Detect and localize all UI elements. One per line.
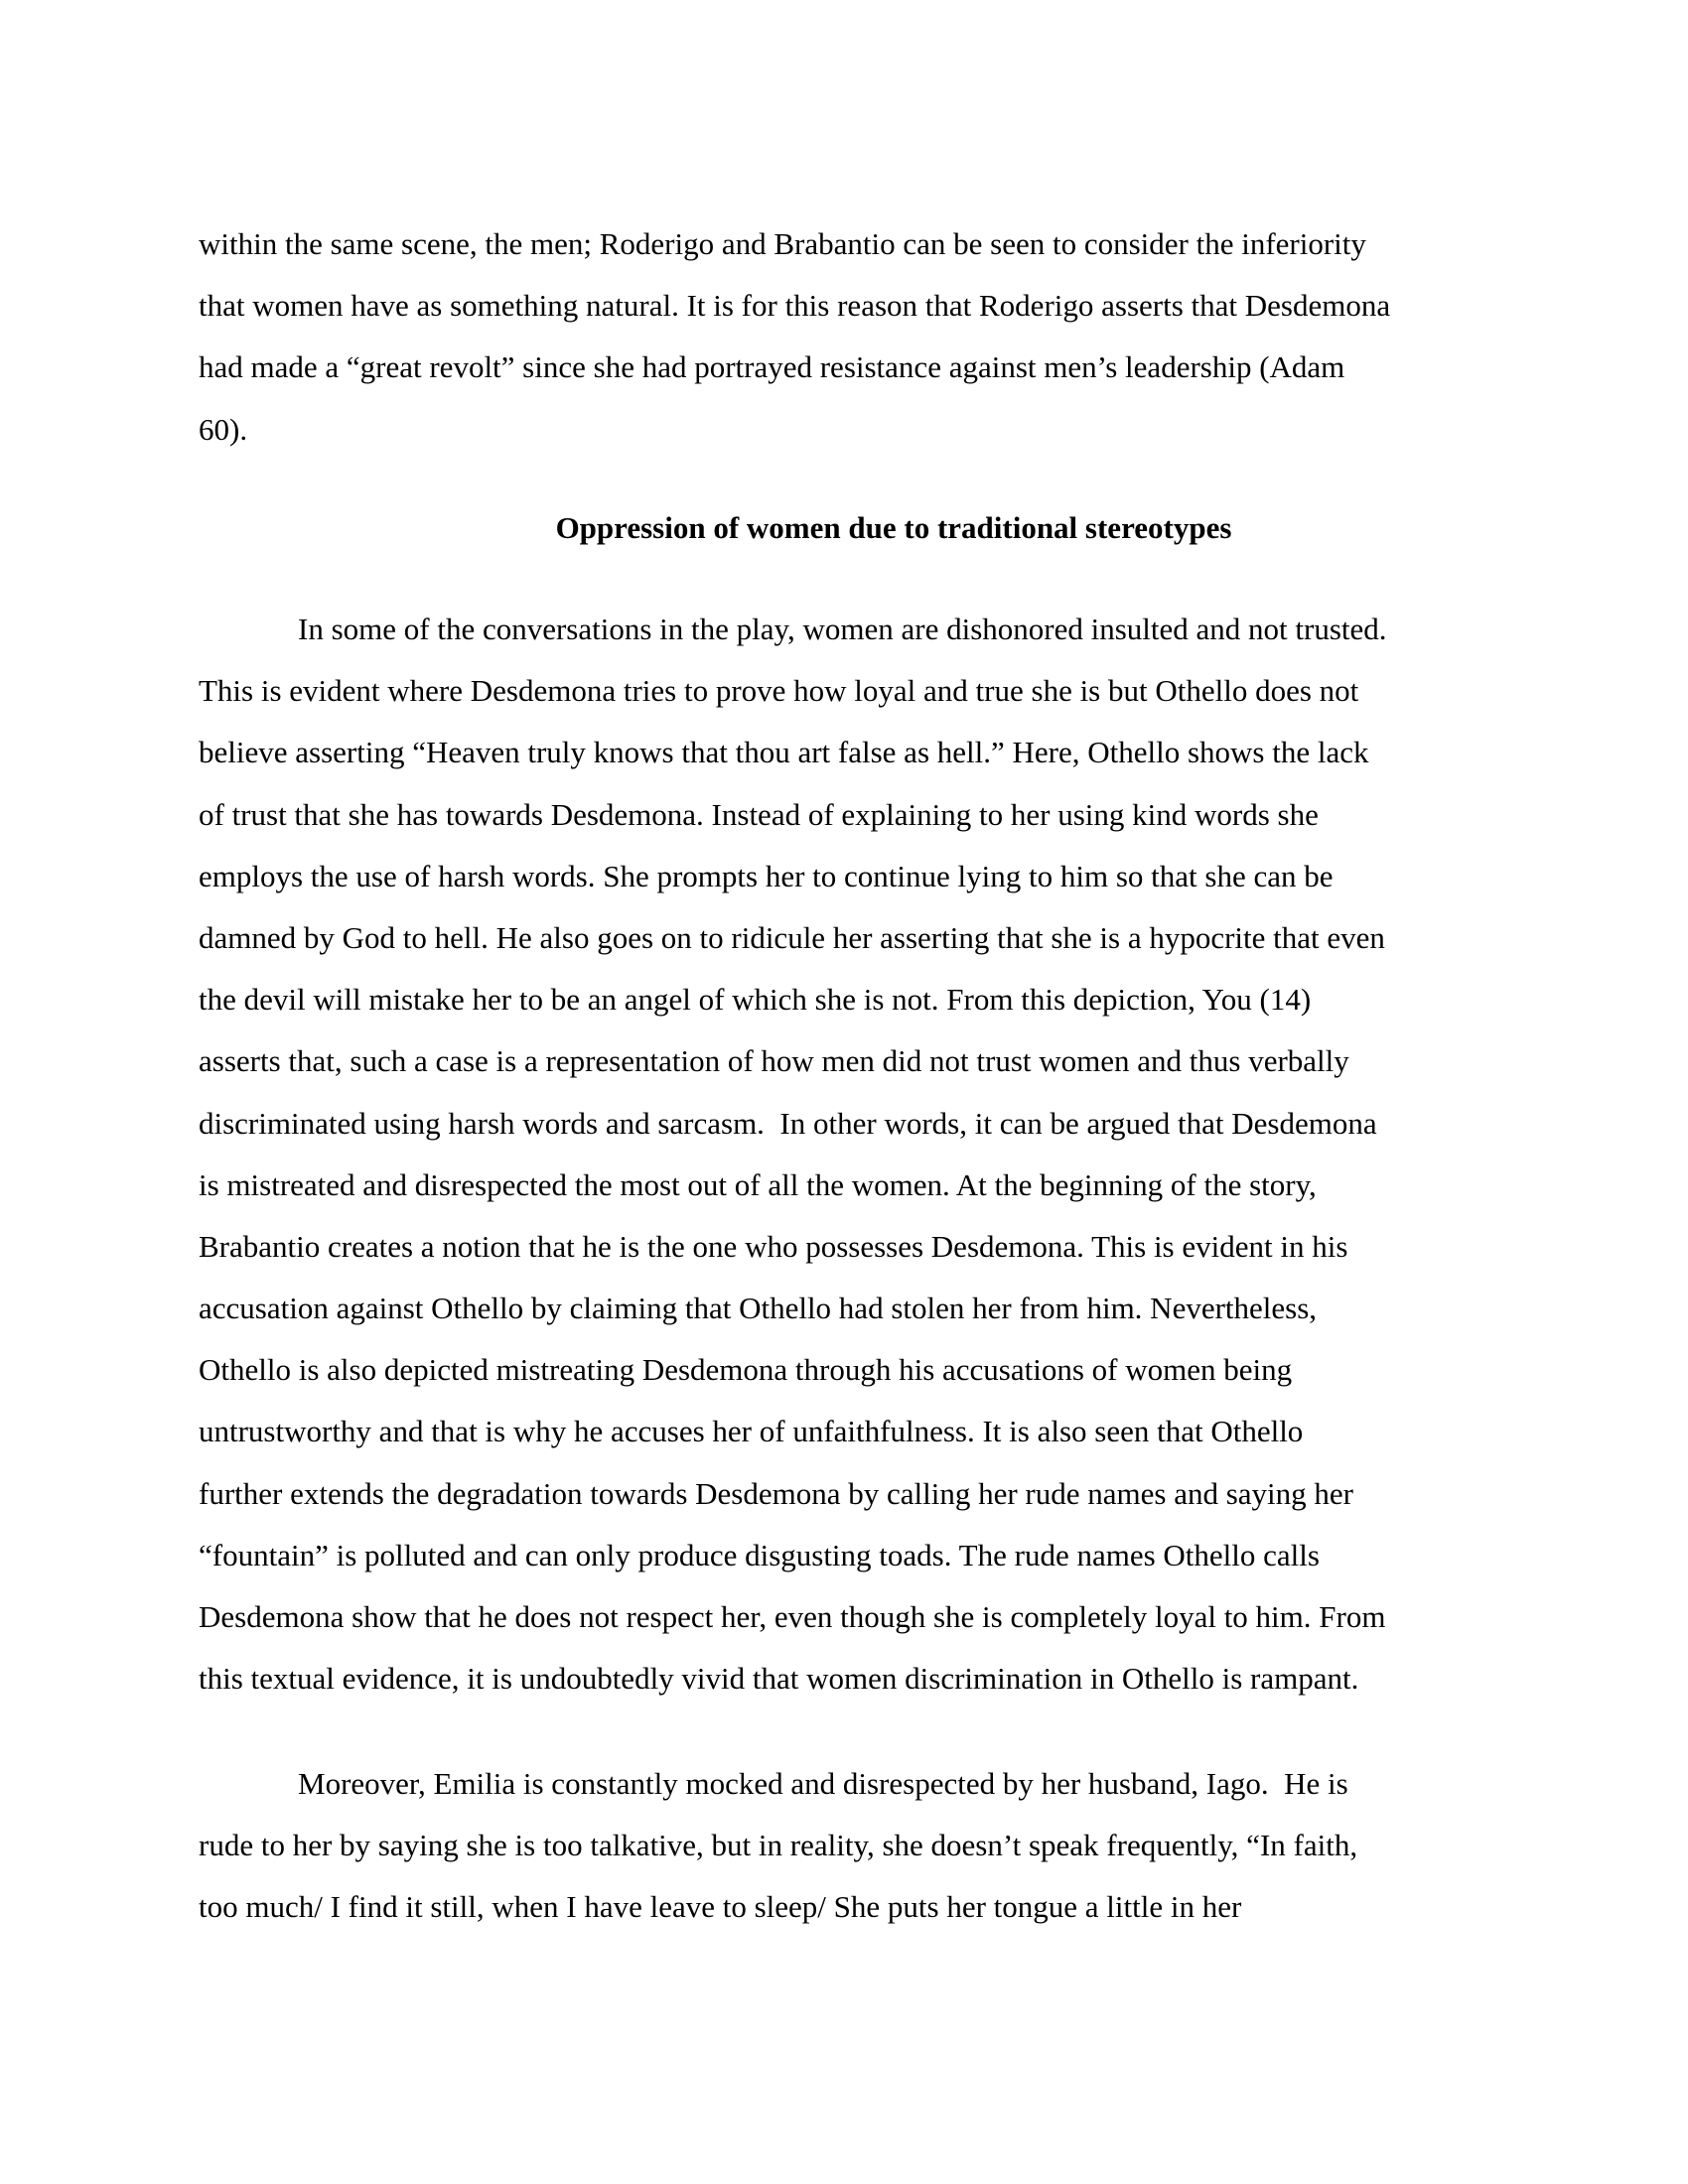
text-line: that women have as something natural. It is for this reason that Roderigo asserts that Desdemona: [199, 288, 1391, 324]
paragraph-oppression-body: [199, 599, 1489, 1709]
text-line: too much/ I find it still, when I have leave to sleep/ She puts her tongue a little in her: [199, 1889, 1242, 1925]
text-line: of trust that she has towards Desdemona. Instead of explaining to her using kind words she: [199, 796, 1319, 832]
text-line: accusation against Othello by claiming that Othello had stolen her from him. Nevertheless,: [199, 1291, 1318, 1326]
text-line: employs the use of harsh words. She prompts her to continue lying to him so that she can be: [199, 858, 1334, 893]
text-line: is mistreated and disrespected the most out of all the women. At the beginning of the story,: [199, 1166, 1317, 1202]
text-line: Brabantio creates a notion that he is the one who possesses Desdemona. This is evident in his: [199, 1228, 1348, 1264]
paragraph-emilia: [199, 1753, 1489, 1939]
text-line: within the same scene, the men; Roderigo and Brabantio can be seen to consider the inferiority: [199, 226, 1366, 261]
section-heading: Oppression of women due to traditional stereotypes: [555, 510, 1232, 545]
text-line: Moreover, Emilia is constantly mocked and disrespected by her husband, Iago. He is: [298, 1766, 1348, 1801]
text-line: discriminated using harsh words and sarcasm. In other words, it can be argued that Desdemona: [199, 1105, 1377, 1141]
text-line: 60).: [199, 411, 248, 447]
text-line: this textual evidence, it is undoubtedly vivid that women discrimination in Othello is rampant.: [199, 1661, 1359, 1697]
paragraph-continuation: [199, 213, 1489, 461]
text-line: Desdemona show that he does not respect her, even though she is completely loyal to him. From: [199, 1599, 1386, 1634]
text-line: asserts that, such a case is a representation of how men did not trust women and thus verbally: [199, 1043, 1349, 1079]
text-line: believe asserting “Heaven truly knows that thou art false as hell.” Here, Othello shows the lack: [199, 735, 1369, 770]
text-line: “fountain” is polluted and can only produce disgusting toads. The rude names Othello calls: [199, 1537, 1320, 1572]
text-line: In some of the conversations in the play, women are dishonored insulted and not trusted.: [298, 612, 1387, 646]
text-line: Othello is also depicted mistreating Desdemona through his accusations of women being: [199, 1352, 1293, 1388]
text-line: had made a “great revolt” since she had portrayed resistance against men’s leadership (Adam: [199, 349, 1345, 385]
text-line: rude to her by saying she is too talkative, but in reality, she doesn’t speak frequently, “In faith,: [199, 1828, 1358, 1863]
text-line: This is evident where Desdemona tries to prove how loyal and true she is but Othello does not: [199, 673, 1359, 709]
text-line: damned by God to hell. He also goes on to ridicule her asserting that she is a hypocrite that even: [199, 919, 1385, 955]
text-line: the devil will mistake her to be an angel of which she is not. From this depiction, You (14): [199, 982, 1312, 1018]
text-line: untrustworthy and that is why he accuses her of unfaithfulness. It is also seen that Othello: [199, 1414, 1304, 1449]
text-line: further extends the degradation towards Desdemona by calling her rude names and saying her: [199, 1475, 1353, 1511]
